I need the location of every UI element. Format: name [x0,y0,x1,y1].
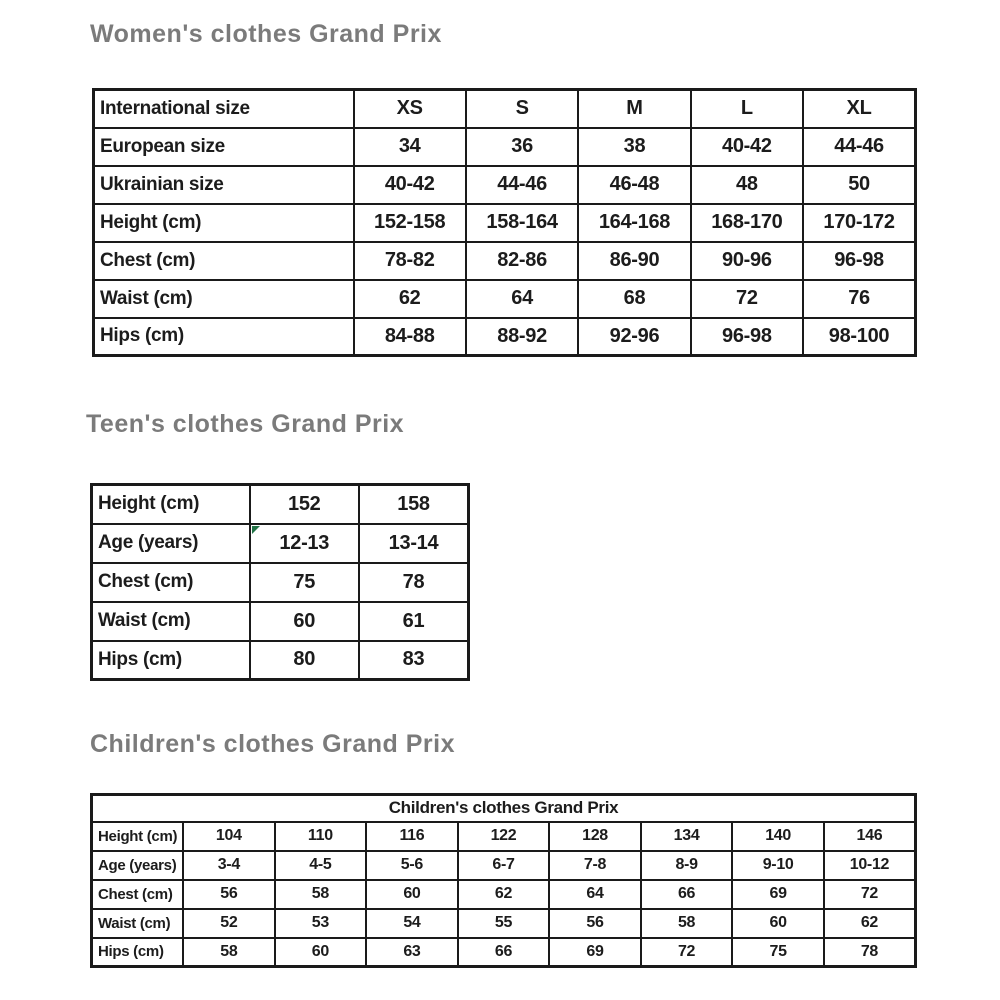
row-label: Chest (cm) [94,242,354,280]
size-value-cell: 63 [366,938,458,967]
size-value-cell: 83 [359,641,469,680]
row-label: Age (years) [92,851,184,880]
size-value-cell: 72 [824,880,916,909]
size-value-cell: 84-88 [354,318,466,356]
column-header-cell: 146 [824,822,916,851]
size-value-cell: 50 [803,166,915,204]
size-value-cell: 62 [824,909,916,938]
size-value-cell: 58 [275,880,367,909]
table-row [94,204,916,242]
row-label: Waist (cm) [92,602,250,641]
row-label: Hips (cm) [94,318,354,356]
size-value-cell: 64 [549,880,641,909]
size-value-cell: 90-96 [691,242,803,280]
size-value-cell: 8-9 [641,851,733,880]
size-value-cell: 168-170 [691,204,803,242]
row-label: Hips (cm) [92,938,184,967]
cell-note-marker-icon [252,526,260,534]
size-value-cell: 96-98 [691,318,803,356]
row-label: Waist (cm) [94,280,354,318]
size-value-cell: 69 [732,880,824,909]
column-header-cell: 110 [275,822,367,851]
column-header-cell: 152 [250,485,360,524]
table-row [92,880,916,909]
size-value-cell: 60 [250,602,360,641]
size-value-cell: 72 [641,938,733,967]
women-size-table [92,88,917,357]
size-value-cell: 78 [824,938,916,967]
table-row [92,602,469,641]
table-row [92,822,916,851]
column-header-cell: XS [354,90,466,128]
table-caption-row [92,795,916,822]
teen-size-table [90,483,470,681]
size-value-cell: 56 [549,909,641,938]
size-value-cell: 9-10 [732,851,824,880]
children-size-table [90,793,917,968]
size-value-cell: 12-13 [250,524,360,563]
size-value-cell: 80 [250,641,360,680]
size-value-cell: 61 [359,602,469,641]
size-value-cell: 82-86 [466,242,578,280]
size-value-cell: 62 [354,280,466,318]
size-value-cell: 64 [466,280,578,318]
size-value-cell: 96-98 [803,242,915,280]
size-value-cell: 56 [183,880,275,909]
row-label: Age (years) [92,524,250,563]
size-value-cell: 170-172 [803,204,915,242]
table-row [92,485,469,524]
table-row [94,280,916,318]
women-section-title: Women's clothes Grand Prix [90,20,442,48]
table-row [92,524,469,563]
size-value-cell: 3-4 [183,851,275,880]
size-value-cell: 69 [549,938,641,967]
table-row [92,851,916,880]
column-header-cell: L [691,90,803,128]
size-value-cell: 46-48 [578,166,690,204]
row-label: Height (cm) [94,204,354,242]
size-value-cell: 75 [732,938,824,967]
column-header-cell: 140 [732,822,824,851]
table-caption: Children's clothes Grand Prix [92,795,916,822]
size-value-cell: 44-46 [466,166,578,204]
size-value-cell: 98-100 [803,318,915,356]
size-value-cell: 48 [691,166,803,204]
table-row [92,938,916,967]
size-value-cell: 55 [458,909,550,938]
size-value-cell: 152-158 [354,204,466,242]
row-label: Ukrainian size [94,166,354,204]
row-label: European size [94,128,354,166]
size-value-cell: 66 [641,880,733,909]
children-section-title: Children's clothes Grand Prix [90,730,455,758]
size-value-cell: 88-92 [466,318,578,356]
column-header-cell: 128 [549,822,641,851]
size-value-cell: 60 [732,909,824,938]
size-value-cell: 158-164 [466,204,578,242]
table-row [94,318,916,356]
column-header-cell: S [466,90,578,128]
size-value-cell: 7-8 [549,851,641,880]
size-value-cell: 66 [458,938,550,967]
table-row [94,166,916,204]
size-value-cell: 44-46 [803,128,915,166]
row-label: Chest (cm) [92,563,250,602]
size-value-cell: 92-96 [578,318,690,356]
size-value-cell: 86-90 [578,242,690,280]
row-label: Chest (cm) [92,880,184,909]
size-value-cell: 4-5 [275,851,367,880]
size-value-cell: 60 [275,938,367,967]
size-value-cell: 58 [183,938,275,967]
size-value-cell: 58 [641,909,733,938]
size-value-cell: 10-12 [824,851,916,880]
table-row [94,242,916,280]
size-value-cell: 52 [183,909,275,938]
size-value-cell: 78 [359,563,469,602]
table-row [94,128,916,166]
table-row [92,563,469,602]
teen-section-title: Teen's clothes Grand Prix [86,410,405,438]
size-value-cell: 75 [250,563,360,602]
column-header-cell: XL [803,90,915,128]
size-value-cell: 62 [458,880,550,909]
size-value-cell: 68 [578,280,690,318]
row-label: International size [94,90,354,128]
size-value-cell: 5-6 [366,851,458,880]
column-header-cell: 158 [359,485,469,524]
size-value-cell: 34 [354,128,466,166]
column-header-cell: 122 [458,822,550,851]
row-label: Waist (cm) [92,909,184,938]
table-row [92,909,916,938]
size-value-cell: 78-82 [354,242,466,280]
column-header-cell: 104 [183,822,275,851]
row-label: Height (cm) [92,822,184,851]
size-value-cell: 13-14 [359,524,469,563]
column-header-cell: M [578,90,690,128]
size-value-cell: 60 [366,880,458,909]
size-value-cell: 76 [803,280,915,318]
size-value-cell: 38 [578,128,690,166]
row-label: Hips (cm) [92,641,250,680]
size-value-cell: 6-7 [458,851,550,880]
table-row [92,641,469,680]
column-header-cell: 134 [641,822,733,851]
table-row [94,90,916,128]
row-label: Height (cm) [92,485,250,524]
size-value-cell: 40-42 [691,128,803,166]
column-header-cell: 116 [366,822,458,851]
size-value-cell: 40-42 [354,166,466,204]
size-value-cell: 54 [366,909,458,938]
size-value-cell: 36 [466,128,578,166]
size-value-cell: 53 [275,909,367,938]
size-value-cell: 72 [691,280,803,318]
size-value-cell: 164-168 [578,204,690,242]
